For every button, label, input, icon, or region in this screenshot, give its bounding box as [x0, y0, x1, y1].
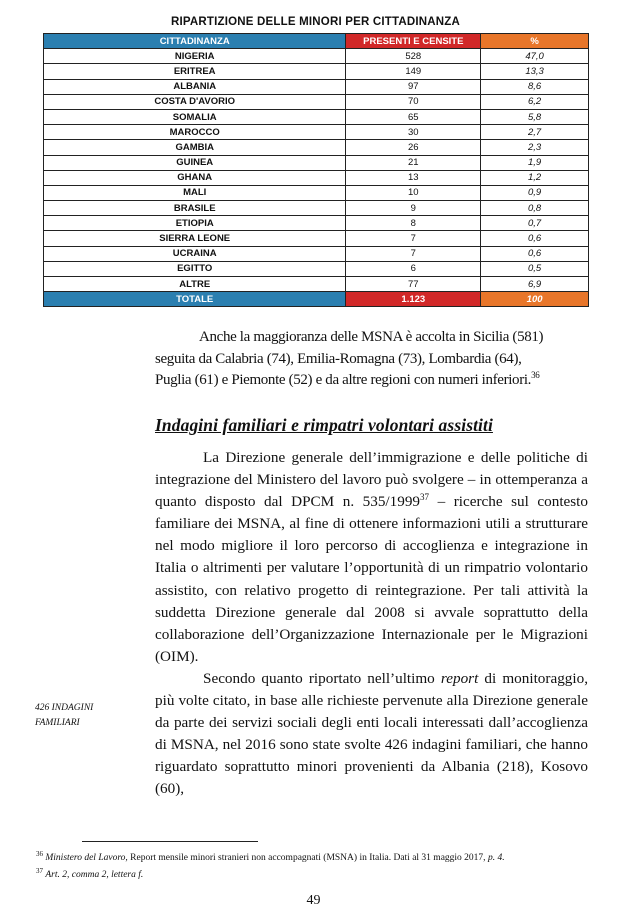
emphasis-report: report [440, 669, 479, 687]
country-cell: SIERRA LEONE [44, 231, 346, 246]
percent-cell: 0,5 [481, 261, 589, 276]
country-cell: GAMBIA [44, 140, 346, 155]
percent-cell: 13,3 [481, 64, 589, 79]
count-cell: 8 [346, 216, 481, 231]
footnote-ref-37[interactable]: 37 [420, 492, 430, 503]
total-label: TOTALE [44, 292, 346, 307]
percent-cell: 2,3 [481, 140, 589, 155]
table-row [44, 201, 589, 216]
count-cell: 10 [346, 185, 481, 200]
count-cell: 30 [346, 125, 481, 140]
count-cell: 528 [346, 49, 481, 64]
paragraph-line: Puglia (61) e Piemonte (52) e da altre regioni con numeri inferiori. [155, 372, 532, 388]
country-cell: NIGERIA [44, 49, 346, 64]
count-cell: 26 [346, 140, 481, 155]
country-cell: MAROCCO [44, 125, 346, 140]
table-row [44, 277, 589, 292]
header-presenti-censite: PRESENTI E CENSITE [346, 34, 481, 49]
table-row [44, 170, 589, 185]
section-heading: Indagini familiari e rimpatri volontari assistiti [155, 415, 493, 435]
count-cell: 149 [346, 64, 481, 79]
paragraph-regions [155, 327, 587, 392]
table-row [44, 64, 589, 79]
percent-cell: 0,6 [481, 231, 589, 246]
count-cell: 70 [346, 94, 481, 109]
header-cittadinanza: CITTADINANZA [44, 34, 346, 49]
table-row [44, 140, 589, 155]
margin-note: 426 INDAGINI FAMILIARI [35, 703, 94, 728]
country-cell: ALBANIA [44, 79, 346, 94]
country-cell: BRASILE [44, 201, 346, 216]
table-row [44, 94, 589, 109]
percent-cell: 1,9 [481, 155, 589, 170]
country-cell: COSTA D'AVORIO [44, 94, 346, 109]
table-row [44, 246, 589, 261]
paragraph-line: seguita da Calabria (74), Emilia-Romagna (73), Lombardia (64), [155, 350, 522, 367]
table-row [44, 109, 589, 124]
percent-cell: 6,2 [481, 94, 589, 109]
table-row [44, 155, 589, 170]
country-cell: UCRAINA [44, 246, 346, 261]
page-number: 49 [306, 893, 321, 908]
count-cell: 9 [346, 201, 481, 216]
country-cell: SOMALIA [44, 109, 346, 124]
footnote-36: $^{36}$ Ministero del Lavoro, Report mensile minori stranieri non accompagnati (MSNA) in Italia. Dati al 31 maggio 2017, p. 4. [36, 850, 505, 864]
total-count: 1.123 [346, 292, 481, 307]
body-paragraph-1: La Direzione generale dell’immigrazione e delle politiche di integrazione del Ministero del lavoro può svolgere – in ottemperanza a quanto disposto dal DPCM n. 535/1999$^{37}$ – ricerche sul contesto familiare dei MSNA, al fine di ottenere informazioni utili a strutturare nel modo migliore il loro percorso di accoglienza e integrazione in Italia o altrimenti per valutare l’opportunità di un rimpatrio volontario assistito, con relativo progetto di reintegrazione. Per tali attività la suddetta Direzione generale dal 2008 si avvale soprattutto della collaborazione dell’Organizzazione Internazionale per le Migrazioni (OIM). [155, 449, 588, 665]
table-row [44, 231, 589, 246]
country-cell: ERITREA [44, 64, 346, 79]
table-row [44, 261, 589, 276]
country-cell: ETIOPIA [44, 216, 346, 231]
country-cell: EGITTO [44, 261, 346, 276]
total-percent: 100 [481, 292, 589, 307]
paragraph-line-with-ref [155, 370, 587, 392]
table-row [44, 125, 589, 140]
table-total-row [44, 292, 589, 307]
percent-cell: 0,9 [481, 185, 589, 200]
header-percent: % [481, 34, 589, 49]
table-row [44, 49, 589, 64]
country-cell: GUINEA [44, 155, 346, 170]
count-cell: 65 [346, 109, 481, 124]
percent-cell: 0,6 [481, 246, 589, 261]
paragraph-line: Anche la maggioranza delle MSNA è accolta in Sicilia (581) [199, 329, 544, 345]
percent-cell: 2,7 [481, 125, 589, 140]
count-cell: 7 [346, 231, 481, 246]
body-paragraph-2: Secondo quanto riportato nell’ultimo report di monitoraggio, più volte citato, in base alle richieste pervenute alla Direzione generale da parte dei servizi sociali degli enti locali interessati dall’accoglienza di MSNA, nel 2016 sono state svolte 426 indagini familiari, che hanno riguardato soprattutto minori provenienti da Albania (218), Kosovo (60), [155, 669, 588, 798]
footnote-divider [82, 841, 258, 842]
percent-cell: 0,7 [481, 216, 589, 231]
table-row [44, 216, 589, 231]
footnote-37: $^{37}$ Art. 2, comma 2, lettera f. [36, 867, 144, 881]
percent-cell: 5,8 [481, 109, 589, 124]
body-text [155, 447, 588, 801]
table-header-row [44, 34, 589, 49]
count-cell: 13 [346, 170, 481, 185]
count-cell: 7 [346, 246, 481, 261]
country-cell: GHANA [44, 170, 346, 185]
table-row [44, 185, 589, 200]
count-cell: 6 [346, 261, 481, 276]
percent-cell: 47,0 [481, 49, 589, 64]
percent-cell: 8,6 [481, 79, 589, 94]
percent-cell: 6,9 [481, 277, 589, 292]
count-cell: 77 [346, 277, 481, 292]
count-cell: 21 [346, 155, 481, 170]
table-row [44, 79, 589, 94]
percent-cell: 1,2 [481, 170, 589, 185]
footnote-ref-36[interactable]: 36 [531, 370, 540, 380]
country-cell: ALTRE [44, 277, 346, 292]
table-title: RIPARTIZIONE DELLE MINORI PER CITTADINANZA [170, 16, 461, 28]
count-cell: 97 [346, 79, 481, 94]
footnotes [36, 848, 596, 882]
minors-by-citizenship-table [43, 33, 589, 307]
country-cell: MALI [44, 185, 346, 200]
percent-cell: 0,8 [481, 201, 589, 216]
